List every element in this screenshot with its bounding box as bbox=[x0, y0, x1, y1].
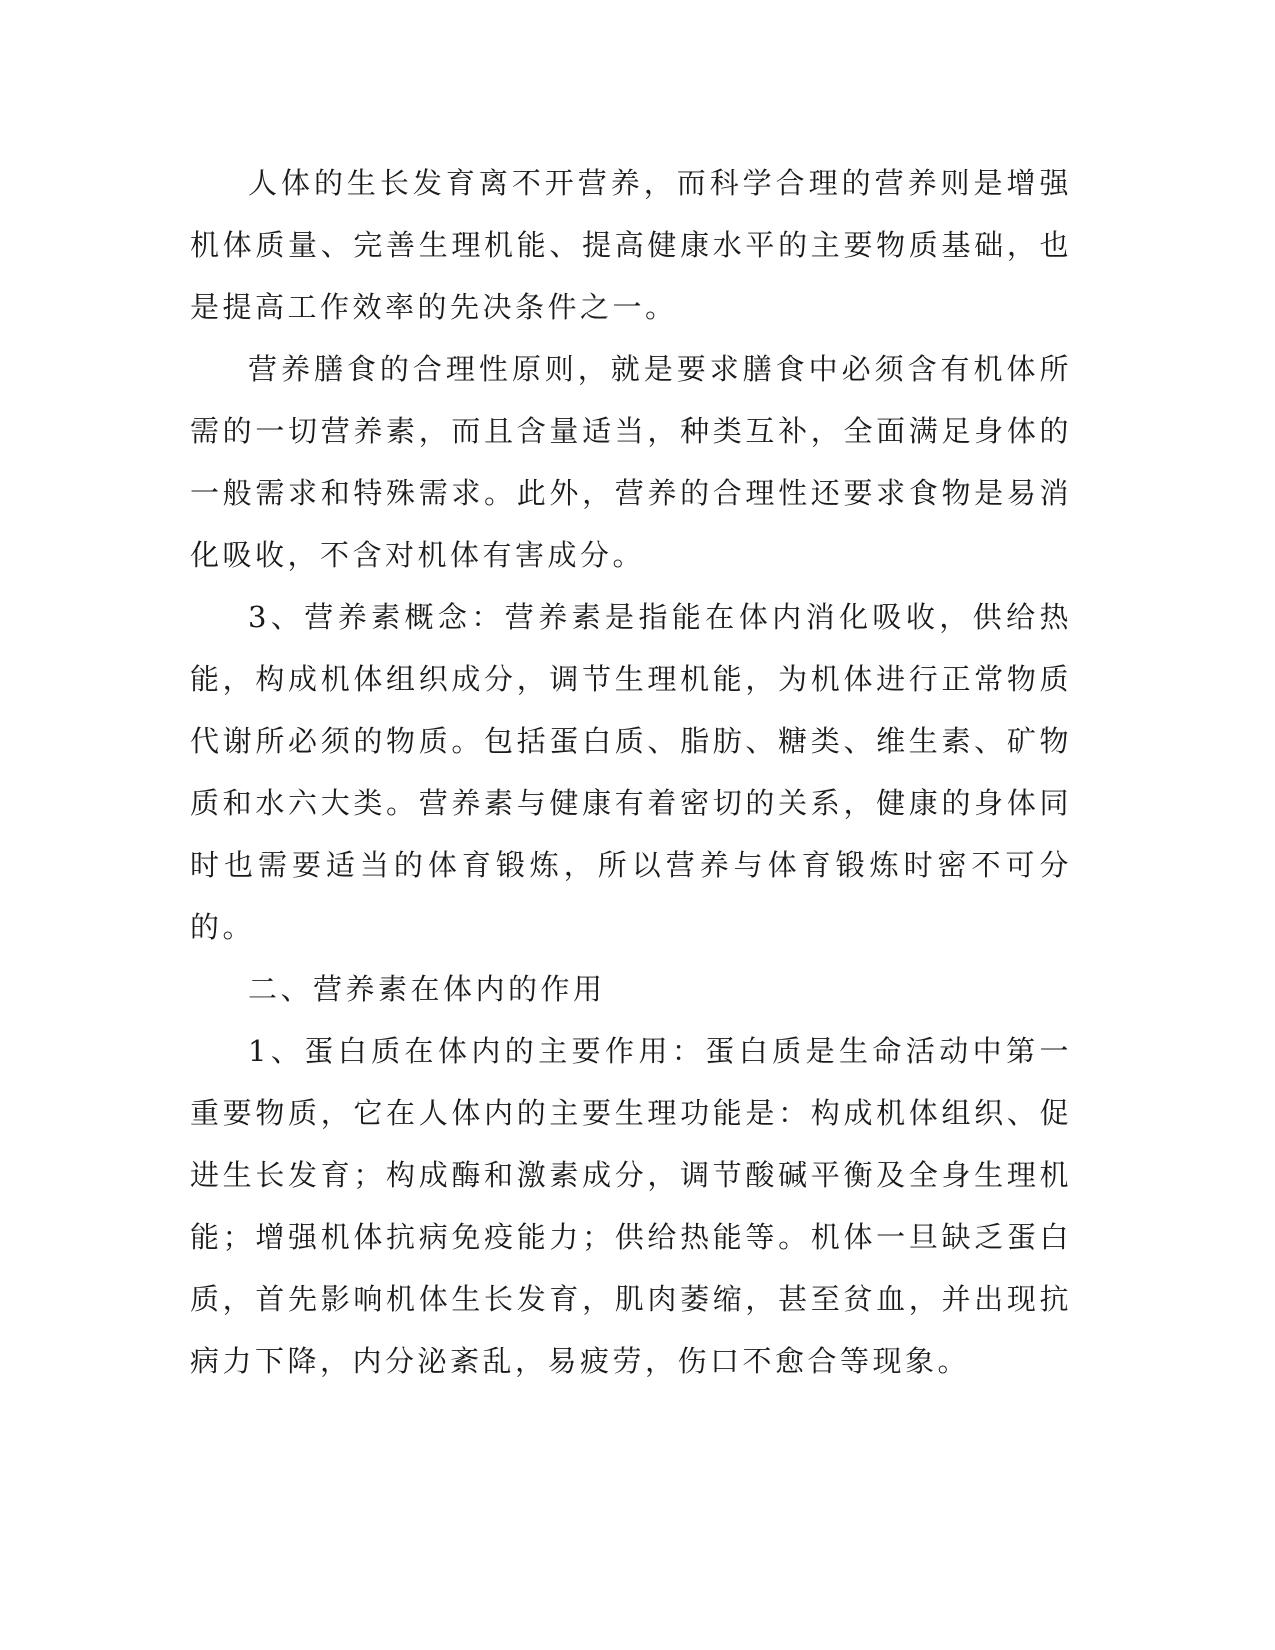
section-heading-nutrient-roles: 二、营养素在体内的作用 bbox=[248, 972, 606, 1006]
paragraph-diet-principle: 营养膳食的合理性原则，就是要求膳食中必须含有机体所需的一切营养素，而且含量适当，种类互补，全面满足身体的一般需求和特殊需求。此外，营养的合理性还要求食物是易消化吸收，不含对机体有害成分。 bbox=[190, 352, 1072, 572]
paragraph-nutrient-concept: 3、营养素概念：营养素是指能在体内消化吸收，供给热能，构成机体组织成分，调节生理机能，为机体进行正常物质代谢所必须的物质。包括蛋白质、脂肪、糖类、维生素、矿物质和水六大类。营养素与健康有着密切的关系，健康的身体同时也需要适当的体育锻炼，所以营养与体育锻炼时密不可分的。 bbox=[190, 600, 1072, 944]
paragraph-protein-role: 1、蛋白质在体内的主要作用：蛋白质是生命活动中第一重要物质，它在人体内的主要生理功能是：构成机体组织、促进生长发育；构成酶和激素成分，调节酸碱平衡及全身生理机能；增强机体抗病免疫能力；供给热能等。机体一旦缺乏蛋白质，首先影响机体生长发育，肌肉萎缩，甚至贫血，并出现抗病力下降，内分泌紊乱，易疲劳，伤口不愈合等现象。 bbox=[190, 1034, 1072, 1378]
paragraph-nutrition-intro: 人体的生长发育离不开营养，而科学合理的营养则是增强机体质量、完善生理机能、提高健康水平的主要物质基础，也是提高工作效率的先决条件之一。 bbox=[190, 166, 1072, 324]
document-body bbox=[190, 152, 1072, 1392]
